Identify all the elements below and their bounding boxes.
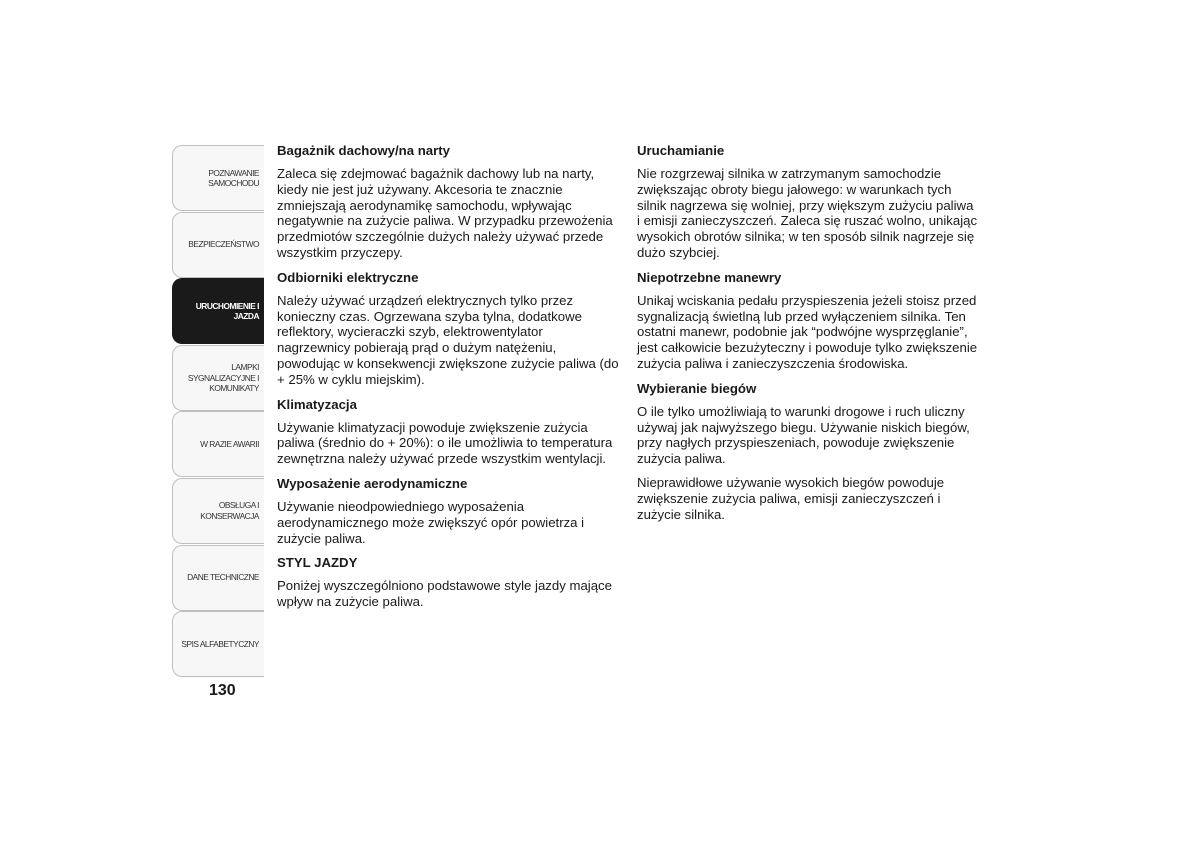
tab-label: OBSŁUGA I KONSERWACJA [200,500,259,521]
section-odbiorniki [277,269,619,388]
right-column [637,142,979,530]
section-heading: STYL JAZDY [277,555,358,571]
section-heading: Wyposażenie aerodynamiczne [277,475,468,491]
section-text: O ile tylko umożliwiają to warunki drogowe i ruch uliczny używaj jak najwyższego biegu. Używanie niskich biegów, przy nagłych przyspieszeniach, powoduje zwiększenie zużycia paliwa. [637,403,970,467]
section-text: Nieprawidłowe używanie wysokich biegów powoduje zwiększenie zużycia paliwa, emisji zanieczyszczeń i zużycie silnika. [637,474,945,522]
section-text: Zaleca się zdejmować bagażnik dachowy lub na narty, kiedy nie jest już używany. Akcesoria te znacznie zmniejszają aerodynamikę samochodu, wpływając negatywnie na zużycie paliwa. W przypadku przewożenia przedmiotów szczególnie dużych należy używać przede wszystkim przyczepy. [277,166,613,260]
tab-bezpieczenstwo[interactable] [172,212,264,278]
section-styl-jazdy [277,554,619,610]
section-text: Unikaj wciskania pedału przyspieszenia jeżeli stoisz przed sygnalizacją świetlną lub przed wyłączeniem silnika. Ten ostatni manewr, podobnie jak “podwójne wysprzęglanie”, jest całkowicie bezużyteczny i powoduje tylko zwiększenie zużycia paliwa i zanieczyszczenia środowiska. [637,292,978,371]
section-klimatyzacja [277,396,619,467]
tab-lampki-sygnalizacyjne[interactable] [172,345,264,411]
section-heading: Wybieranie biegów [637,380,757,396]
tab-obsluga-i-konserwacja[interactable] [172,478,264,544]
tab-spis-alfabetyczny[interactable] [172,611,264,677]
tab-label: DANE TECHNICZNE [187,572,259,583]
section-niepotrzebne-manewry [637,269,979,372]
chapter-tabs [172,145,264,678]
section-wyposazenie [277,475,619,546]
section-bagaznik [277,142,619,261]
tab-label: BEZPIECZEŃSTWO [188,239,259,250]
section-text: Należy używać urządzeń elektrycznych tylko przez konieczny czas. Ogrzewana szyba tylna, dodatkowe reflektory, wycieraczki szyb, elektrowentylator nagrzewnicy pobierają prąd o dużym natężeniu, powodując w konsekwencji zwiększone zużycie paliwa (do + 25% w cyklu miejskim). [277,292,619,387]
section-text: Używanie nieodpowiedniego wyposażenia aerodynamicznego może zwiększyć opór powietrza i zużycie paliwa. [277,498,585,546]
tab-label: POZNAWANIE SAMOCHODU [208,167,259,188]
page-number: 130 [209,682,236,699]
left-column [277,142,619,618]
tab-label: LAMPKI SYGNALIZACYJNE I KOMUNIKATY [187,362,259,394]
section-text: Nie rozgrzewaj silnika w zatrzymanym samochodzie zwiększając obroty biegu jałowego: w warunkach tych silnik nagrzewa się wolniej, przy większym zużyciu paliwa i emisji zanieczyszczeń. Zaleca się ruszać wolno, unikając wysokich obrotów silnika; w ten sposób silnik nagrzeje się dużo szybciej. [637,166,978,260]
section-uruchamianie [637,142,979,261]
section-text: Poniżej wyszczególniono podstawowe style jazdy mające wpływ na zużycie paliwa. [277,578,612,610]
section-heading: Uruchamianie [637,143,725,158]
section-heading: Klimatyzacja [277,396,357,412]
tab-label: W RAZIE AWARII [200,439,259,450]
tab-label: SPIS ALFABETYCZNY [181,638,259,649]
section-heading: Niepotrzebne manewry [637,269,782,285]
tab-dane-techniczne[interactable] [172,545,264,611]
tab-label: URUCHOMIENIE I JAZDA [195,300,259,322]
section-heading: Bagażnik dachowy/na narty [277,143,450,158]
tab-uruchomienie-i-jazda[interactable] [172,278,264,344]
tab-poznawanie-samochodu[interactable] [172,145,264,211]
section-heading: Odbiorniki elektryczne [277,269,419,285]
section-text: Używanie klimatyzacji powoduje zwiększenie zużycia paliwa (średnio do + 20%): o ile umożliwia to temperatura zewnętrzna należy używać przede wszystkim wentylacji. [277,419,613,467]
section-wybieranie-biegow [637,380,979,523]
tab-w-razie-awarii[interactable] [172,411,264,477]
